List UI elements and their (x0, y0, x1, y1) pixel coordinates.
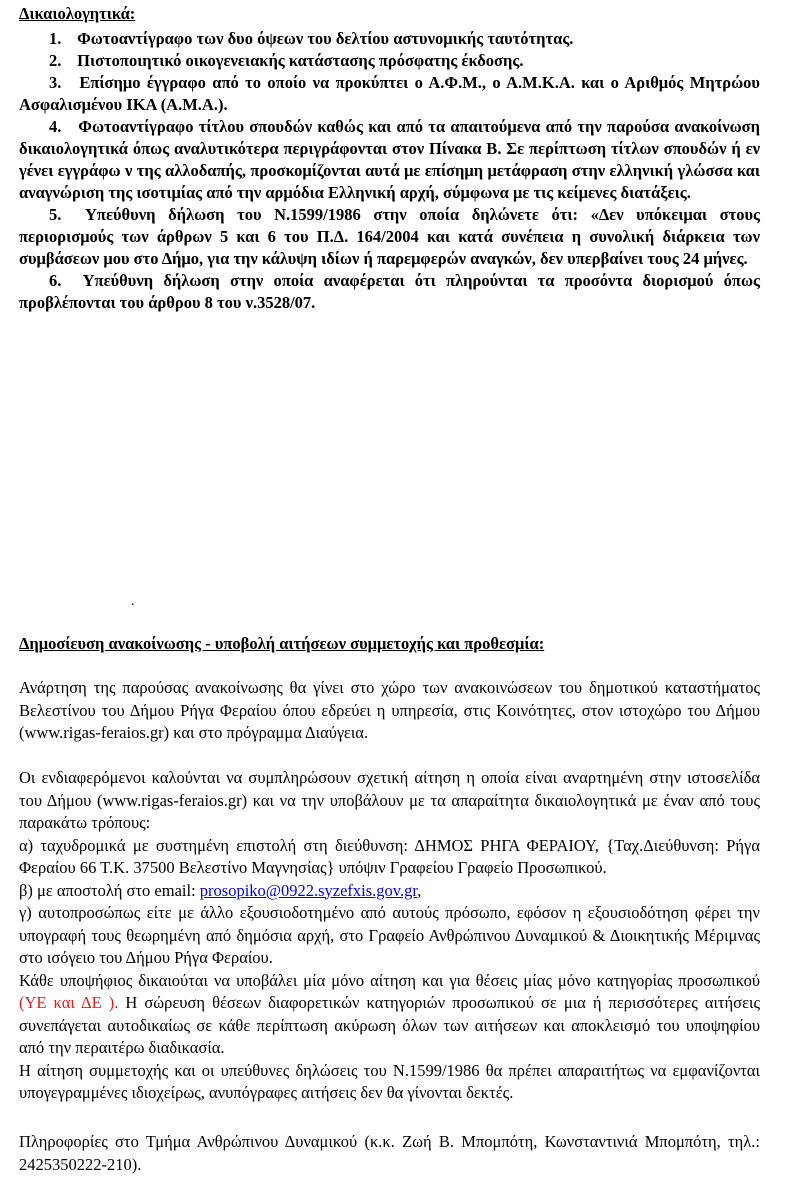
requirement-text: Υπεύθυνη δήλωση του Ν.1599/1986 στην οποία δηλώνετε ότι: «Δεν υπόκειμαι στους περιορισμούς των άρθρων 5 και 6 του Π.Δ. 164/2004 και κατά συνέπεια η συνολική διάρκεια των συμβάσεων μου στο Δήμο, για την κάλυψη ιδίων ή παρεμφερών αναγκών, δεν υπερβαίνει τους 24 μήνες. (19, 205, 760, 268)
requirement-text: Φωτοαντίγραφο τίτλου σπουδών καθώς και από τα απαιτούμενα από την παρούσα ανακοίνωση δικαιολογητικά όπως αναλυτικότερα περιγράφονται στον Πίνακα Β. Σε περίπτωση τίτλων σπουδών ή εν γένει εγγράφω ν της αλλοδαπής, προσκομίζονται αυτά με επίσημη μετάφραση στην ελληνική γλώσσα και αναγνώριση της ισοτιμίας από την αρμόδια Ελληνική αρχή, σύμφωνα με τις κείμενες διατάξεις. (19, 117, 761, 202)
stray-mark: . (131, 594, 135, 609)
requirements-list (19, 28, 760, 314)
requirement-item-1 (19, 28, 760, 50)
single-application-rule (19, 970, 760, 1060)
publication-heading: Δημοσίευση ανακοίνωσης - υποβολή αιτήσεων συμμετοχής και προθεσμία: (19, 634, 545, 653)
requirement-item-5 (19, 204, 760, 270)
submission-block (19, 767, 760, 1105)
submission-option-in-person: γ) αυτοπροσώπως είτε με άλλο εξουσιοδοτημένο από αυτούς πρόσωπο, εφόσον η εξουσιοδότηση φέρει την υπογραφή τους θεωρημένη από δημόσια αρχή, στο Γραφείο Ανθρώπινου Δυναμικού & Διοικητικής Μέριμνας στο ισόγειο του Δήμου Ρήγα Φεραίου. (19, 903, 760, 967)
requirement-number: 4. (49, 117, 62, 136)
signature-note: Η αίτηση συμμετοχής και οι υπεύθυνες δηλώσεις του Ν.1599/1986 θα πρέπει απαραιτήτως να εμφανίζονται υπογεγραμμένες ιδιοχείρως, ανυπόγραφες αιτήσεις δεν θα γίνονται δεκτές. (19, 1060, 760, 1102)
publication-paragraph: Ανάρτηση της παρούσας ανακοίνωσης θα γίνει στο χώρο των ανακοινώσεων του δημοτικού καταστήματος Βελεστίνου του Δήμου Ρήγα Φεραίου όπου εδρεύει η υπηρεσία, στις Κοινότητες, στον ιστοχώρο του Δήμου (www.rigas-feraios.gr) και στο πρόγραμμα Διαύγεια. (19, 678, 760, 742)
requirement-text: Υπεύθυνη δήλωση στην οποία αναφέρεται ότι πληρούνται τα προσόντα διορισμού όπως προβλέπονται του άρθρου 8 του ν.3528/07. (19, 271, 760, 312)
contact-info-paragraph: Πληροφορίες στο Τμήμα Ανθρώπινου Δυναμικού (κ.κ. Ζωή Β. Μπομπότη, Κωνσταντινιά Μπομπότη, τηλ.: 2425350222-210). (19, 1132, 760, 1174)
single-application-text: Κάθε υποψήφιος δικαιούται να υποβάλει μία μόνο αίτηση και για θέσεις μίας μόνο κατηγορίας προσωπικού (19, 970, 760, 990)
email-option-suffix: , (417, 880, 422, 900)
requirement-number: 1. (49, 29, 62, 48)
requirement-text: Φωτοαντίγραφο των δυο όψεων του δελτίου αστυνομικής ταυτότητας. (77, 29, 574, 48)
single-application-continuation: Η σώρευση θέσεων διαφορετικών κατηγοριών προσωπικού σε μια ή περισσότερες αιτήσεις συνεπάγεται αυτοδικαίως σε κάθε περίπτωση ακύρωση όλων των αιτήσεων και αποκλεισμό του υποψηφίου από την περαιτέρω διαδικασία. (19, 993, 760, 1057)
submission-option-email (19, 880, 760, 903)
requirement-item-6 (19, 270, 760, 314)
submission-option-post: α) ταχυδρομικά με συστημένη επιστολή στη διεύθυνση: ΔΗΜΟΣ ΡΗΓΑ ΦΕΡΑΙΟΥ, {Ταχ.Διεύθυνση: Ρήγα Φεραίου 66 Τ.Κ. 37500 Βελεστίνο Μαγνησίας} υπόψιν Γραφείου Γραφείο Προσωπικού. (19, 835, 760, 877)
requirement-number: 5. (49, 205, 62, 224)
requirements-heading: Δικαιολογητικά: (19, 4, 136, 23)
submission-intro: Οι ενδιαφερόμενοι καλούνται να συμπληρώσουν σχετική αίτηση η οποία είναι αναρτημένη στην ιστοσελίδα του Δήμου (www.rigas-feraios.gr) και να την υποβάλουν με τα απαραίτητα δικαιολογητικά με έναν από τους παρακάτω τρόπους: (19, 768, 760, 832)
requirement-text: Πιστοποιητικό οικογενειακής κατάστασης πρόσφατης έκδοσης. (77, 51, 524, 70)
requirement-item-3 (19, 72, 760, 116)
requirement-item-4 (19, 116, 760, 204)
requirement-text: Επίσημο έγγραφο από το οποίο να προκύπτει ο Α.Φ.Μ., ο Α.Μ.Κ.Α. και ο Αριθμός Μητρώου Ασφαλισμένου ΙΚΑ (Α.Μ.Α.). (19, 73, 761, 114)
requirement-number: 3. (49, 73, 62, 92)
requirement-item-2 (19, 50, 760, 72)
requirement-number: 6. (49, 271, 62, 290)
requirement-number: 2. (49, 51, 62, 70)
staff-category-highlight: (ΥΕ και ΔΕ ). (19, 993, 119, 1012)
email-option-label: β) με αποστολή στο email: (19, 880, 200, 900)
email-link[interactable]: prosopiko@0922.syzefxis.gov.gr (199, 880, 418, 900)
